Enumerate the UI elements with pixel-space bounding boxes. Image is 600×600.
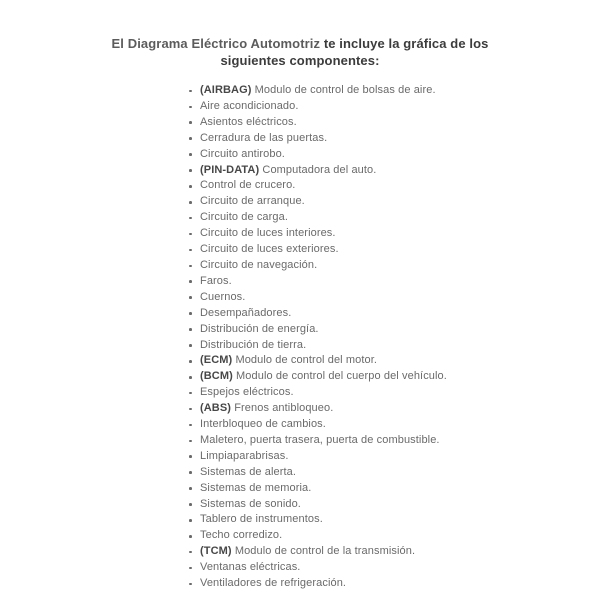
list-item bbox=[187, 417, 600, 433]
component-label: Techo corredizo. bbox=[200, 529, 283, 542]
component-label: Maletero, puerta trasera, puerta de combustible. bbox=[200, 433, 440, 446]
list-item bbox=[187, 497, 600, 513]
list-item bbox=[187, 194, 600, 210]
component-label: Ventanas eléctricas. bbox=[200, 561, 301, 574]
component-label: Ventiladores de refrigeración. bbox=[200, 577, 347, 590]
list-item bbox=[187, 449, 600, 465]
component-code: (TCM) bbox=[200, 545, 232, 558]
list-item bbox=[187, 147, 600, 163]
list-item bbox=[187, 353, 600, 369]
page-title-regular: El Diagrama Eléctrico Automotriz bbox=[111, 36, 324, 51]
list-item bbox=[187, 99, 600, 115]
component-label: Modulo de control de la transmisión. bbox=[234, 545, 416, 558]
list-item bbox=[187, 115, 600, 131]
component-label: Modulo de control de bolsas de aire. bbox=[254, 84, 436, 96]
list-item bbox=[187, 481, 600, 497]
component-label: Circuito de carga. bbox=[200, 211, 289, 224]
list-item bbox=[187, 210, 600, 226]
component-label: Faros. bbox=[200, 274, 232, 287]
component-label: Limpiaparabrisas. bbox=[200, 449, 289, 462]
list-item bbox=[187, 226, 600, 242]
list-item bbox=[187, 528, 600, 544]
component-label: Espejos eléctricos. bbox=[200, 386, 294, 399]
component-label: Cerradura de las puertas. bbox=[200, 131, 328, 144]
component-code: (PIN-DATA) bbox=[200, 163, 260, 176]
component-label: Computadora del auto. bbox=[262, 163, 377, 176]
list-item bbox=[187, 258, 600, 274]
list-item bbox=[187, 322, 600, 338]
list-item bbox=[187, 338, 600, 354]
component-label: Circuito antirobo. bbox=[200, 147, 285, 160]
list-item bbox=[187, 560, 600, 576]
list-item bbox=[187, 242, 600, 258]
list-item bbox=[187, 401, 600, 417]
list-item bbox=[187, 83, 600, 99]
list-item bbox=[187, 163, 600, 179]
component-label: Distribución de tierra. bbox=[200, 338, 307, 351]
component-label: Desempañadores. bbox=[200, 306, 292, 319]
component-label: Circuito de arranque. bbox=[200, 195, 305, 208]
component-label: Modulo de control del cuerpo del vehículo. bbox=[236, 370, 447, 383]
component-label: Circuito de luces exteriores. bbox=[200, 243, 339, 256]
component-label: Cuernos. bbox=[200, 290, 246, 303]
list-item bbox=[187, 178, 600, 194]
component-code: (BCM) bbox=[200, 370, 233, 383]
component-label: Frenos antibloqueo. bbox=[234, 402, 334, 415]
list-item bbox=[187, 274, 600, 290]
page-title bbox=[80, 0, 520, 69]
component-label: Interbloqueo de cambios. bbox=[200, 418, 326, 431]
component-label: Sistemas de alerta. bbox=[200, 465, 297, 478]
component-label: Circuito de luces interiores. bbox=[200, 227, 336, 240]
list-item bbox=[187, 290, 600, 306]
list-item bbox=[187, 131, 600, 147]
list-item bbox=[187, 465, 600, 481]
component-code: (ECM) bbox=[200, 354, 233, 367]
component-label: Sistemas de sonido. bbox=[200, 497, 301, 510]
list-item bbox=[187, 369, 600, 385]
component-label: Tablero de instrumentos. bbox=[200, 513, 323, 526]
list-item bbox=[187, 576, 600, 592]
list-item bbox=[187, 385, 600, 401]
component-code: (AIRBAG) bbox=[200, 84, 252, 96]
component-label: Modulo de control del motor. bbox=[235, 354, 378, 367]
list-item bbox=[187, 306, 600, 322]
component-label: Aire acondicionado. bbox=[200, 99, 299, 112]
component-code: (ABS) bbox=[200, 402, 232, 415]
component-label: Distribución de energía. bbox=[200, 322, 319, 335]
component-label: Asientos eléctricos. bbox=[200, 115, 297, 128]
component-label: Control de crucero. bbox=[200, 179, 296, 192]
component-label: Circuito de navegación. bbox=[200, 258, 318, 271]
components-list bbox=[187, 83, 600, 592]
list-item bbox=[187, 433, 600, 449]
page-title-bold: te incluye la gráfica de los siguientes componentes: bbox=[220, 36, 489, 68]
list-item bbox=[187, 544, 600, 560]
list-item bbox=[187, 512, 600, 528]
component-label: Sistemas de memoria. bbox=[200, 481, 312, 494]
